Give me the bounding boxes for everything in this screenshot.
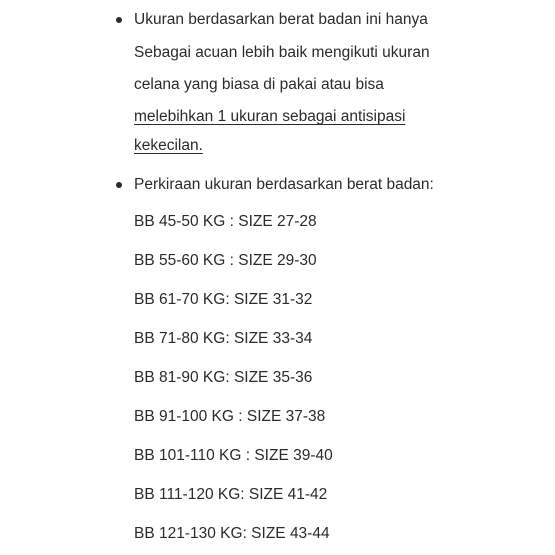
- size-item: BB 45-50 KG : SIZE 27-28: [134, 213, 317, 230]
- estimate-heading: Perkiraan ukuran berdasarkan berat badan:: [134, 176, 434, 193]
- size-item: BB 91-100 KG : SIZE 37-38: [134, 408, 326, 425]
- size-item: BB 61-70 KG: SIZE 31-32: [134, 291, 313, 308]
- size-item: BB 121-130 KG: SIZE 43-44: [134, 525, 330, 542]
- note-line: celana yang biasa di pakai atau bisa: [134, 76, 384, 93]
- size-item: BB 111-120 KG: SIZE 41-42: [134, 486, 328, 503]
- note-line: Sebagai acuan lebih baik mengikuti ukuran: [134, 44, 430, 61]
- size-item: BB 55-60 KG : SIZE 29-30: [134, 252, 317, 269]
- size-item: BB 71-80 KG: SIZE 33-34: [134, 330, 313, 347]
- size-item: BB 81-90 KG: SIZE 35-36: [134, 369, 313, 386]
- bullet-dot: [116, 17, 122, 23]
- note-line-underlined: melebihkan 1 ukuran sebagai antisipasi: [134, 108, 406, 125]
- note-line: Ukuran berdasarkan berat badan ini hanya: [134, 11, 428, 28]
- bullet-dot: [116, 182, 122, 188]
- size-item: BB 101-110 KG : SIZE 39-40: [134, 447, 333, 464]
- note-line-underlined: kekecilan.: [134, 137, 203, 154]
